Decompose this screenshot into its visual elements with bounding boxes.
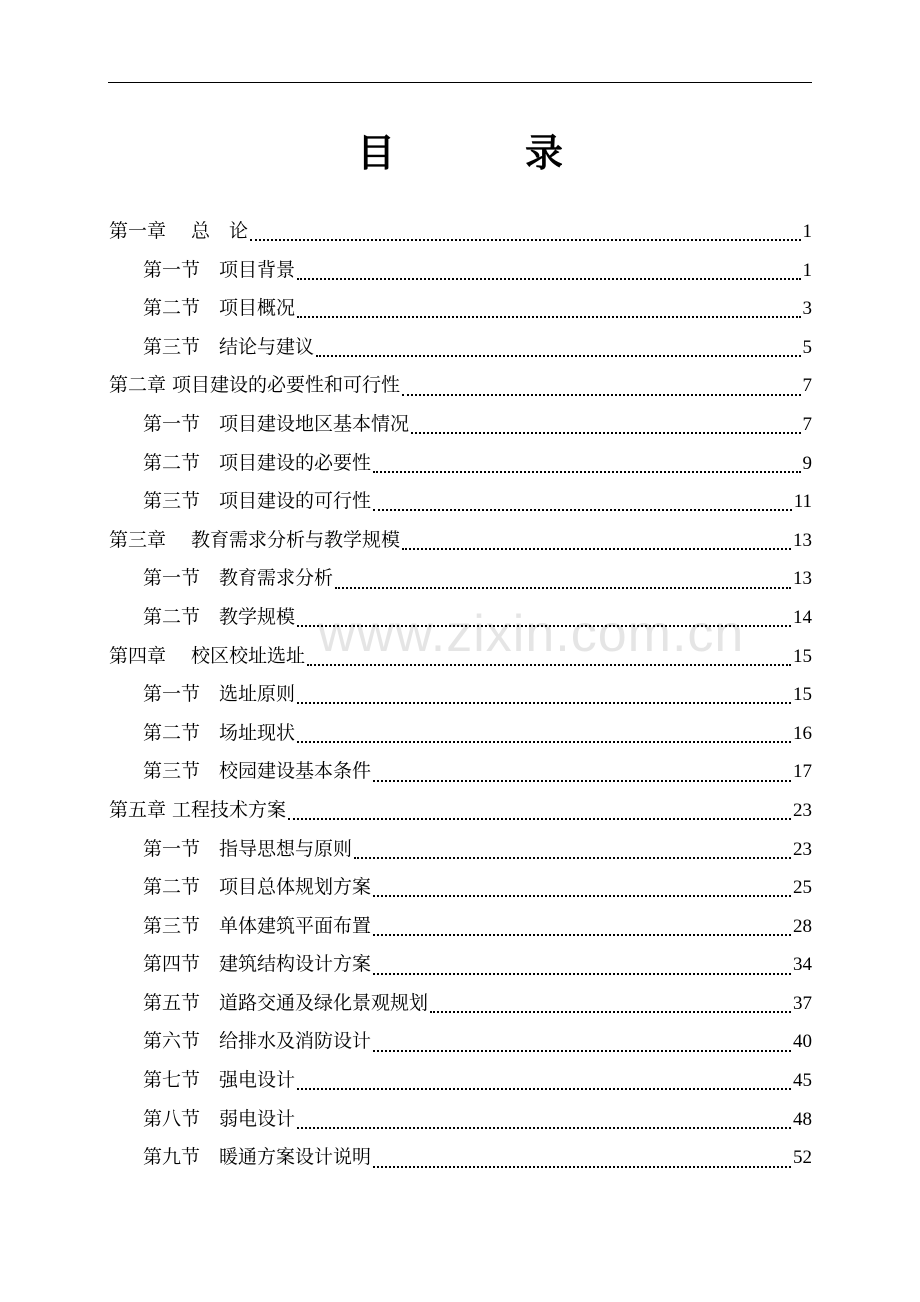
toc-page-number: 5 — [802, 336, 812, 358]
toc-section-entry[interactable] — [109, 482, 812, 521]
toc-dot-leader — [402, 394, 800, 396]
toc-dot-leader — [307, 664, 791, 666]
toc-entry-label: 第三章 教育需求分析与教学规模 — [109, 528, 401, 551]
toc-entry-label: 第五节 道路交通及绿化景观规划 — [143, 991, 429, 1014]
toc-dot-leader — [373, 934, 791, 936]
toc-page-number: 23 — [793, 799, 812, 821]
toc-page-number: 3 — [802, 298, 812, 320]
toc-entry-label: 第一节 项目建设地区基本情况 — [143, 412, 410, 435]
toc-section-entry[interactable] — [109, 752, 812, 791]
toc-page-number: 9 — [802, 452, 812, 474]
toc-dot-leader — [430, 1011, 791, 1013]
toc-dot-leader — [297, 702, 791, 704]
toc-section-entry[interactable] — [109, 1100, 812, 1139]
toc-entry-label: 第八节 弱电设计 — [143, 1107, 296, 1130]
toc-section-entry[interactable] — [109, 1138, 812, 1177]
toc-page-number: 48 — [793, 1108, 812, 1130]
toc-entry-label: 第二节 项目总体规划方案 — [143, 876, 372, 899]
toc-entry-label: 第三节 校园建设基本条件 — [143, 760, 372, 783]
toc-entry-label: 第一章 总 论 — [109, 220, 249, 242]
header-rule — [108, 82, 812, 83]
toc-entry-label: 第一节 教育需求分析 — [143, 567, 334, 590]
toc-dot-leader — [373, 780, 791, 782]
toc-page-number: 17 — [793, 761, 812, 783]
toc-section-entry[interactable] — [109, 945, 812, 984]
toc-dot-leader — [297, 625, 791, 627]
toc-entry-label: 第二节 项目概况 — [143, 297, 296, 320]
toc-dot-leader — [411, 432, 800, 434]
toc-dot-leader — [250, 239, 800, 241]
toc-entry-label: 第七节 强电设计 — [143, 1069, 296, 1092]
toc-section-entry[interactable] — [109, 328, 812, 367]
toc-entry-label: 第一节 项目背景 — [143, 258, 296, 281]
toc-page-number: 45 — [793, 1070, 812, 1092]
toc-entry-label: 第五章 工程技术方案 — [109, 798, 287, 821]
toc-dot-leader — [354, 857, 791, 859]
toc-section-entry[interactable] — [109, 289, 812, 328]
toc-dot-leader — [373, 471, 800, 473]
toc-section-entry[interactable] — [109, 984, 812, 1023]
toc-chapter-entry[interactable] — [109, 791, 812, 830]
toc-page-number: 15 — [793, 645, 812, 667]
toc-entry-label: 第一节 指导思想与原则 — [143, 837, 353, 860]
toc-entry-label: 第三节 项目建设的可行性 — [143, 490, 372, 513]
toc-dot-leader — [297, 741, 791, 743]
toc-section-entry[interactable] — [109, 559, 812, 598]
toc-chapter-entry[interactable] — [109, 521, 812, 560]
toc-dot-leader — [335, 587, 791, 589]
toc-page-number: 34 — [793, 954, 812, 976]
toc-entry-label: 第六节 给排水及消防设计 — [143, 1030, 372, 1053]
toc-page-number: 7 — [802, 413, 812, 435]
toc-section-entry[interactable] — [109, 444, 812, 483]
toc-page-number: 16 — [793, 722, 812, 744]
toc-entry-label: 第四节 建筑结构设计方案 — [143, 953, 372, 976]
toc-section-entry[interactable] — [109, 598, 812, 637]
toc-dot-leader — [288, 818, 791, 820]
toc-dot-leader — [316, 355, 800, 357]
toc-section-entry[interactable] — [109, 251, 812, 290]
watermark: www.zixin.com.cn — [318, 605, 745, 663]
toc-section-entry[interactable] — [109, 907, 812, 946]
toc-chapter-entry[interactable] — [109, 637, 812, 676]
page-title: 目 录 — [356, 131, 609, 175]
toc-page-number: 1 — [802, 221, 812, 242]
toc-page-number: 1 — [802, 259, 812, 281]
toc-entry-label: 第二节 教学规模 — [143, 605, 296, 628]
toc-section-entry[interactable] — [109, 868, 812, 907]
toc-page-number: 52 — [793, 1147, 812, 1169]
toc-entry-label: 第四章 校区校址选址 — [109, 644, 306, 667]
toc-entry-label: 第二节 项目建设的必要性 — [143, 451, 372, 474]
toc-dot-leader — [373, 895, 791, 897]
toc-dot-leader — [297, 1088, 791, 1090]
toc-section-entry[interactable] — [109, 714, 812, 753]
toc-page-number: 25 — [793, 877, 812, 899]
toc-dot-leader — [297, 1127, 791, 1129]
toc-entry-label: 第九节 暖通方案设计说明 — [143, 1146, 372, 1169]
toc-section-entry[interactable] — [109, 830, 812, 869]
toc-page-number: 40 — [793, 1031, 812, 1053]
toc-entry-label: 第二节 场址现状 — [143, 721, 296, 744]
toc-page-number: 28 — [793, 915, 812, 937]
toc-dot-leader — [297, 316, 800, 318]
toc-section-entry[interactable] — [109, 1022, 812, 1061]
toc-page-number: 13 — [793, 568, 812, 590]
toc-dot-leader — [402, 548, 791, 550]
toc-entry-label: 第三节 结论与建议 — [143, 335, 315, 358]
toc-chapter-entry[interactable] — [109, 212, 812, 251]
toc-page-number: 7 — [802, 375, 812, 397]
toc-dot-leader — [373, 1050, 791, 1052]
toc-dot-leader — [373, 973, 791, 975]
table-of-contents — [109, 212, 812, 1177]
toc-section-entry[interactable] — [109, 1061, 812, 1100]
toc-section-entry[interactable] — [109, 405, 812, 444]
toc-page-number: 23 — [793, 838, 812, 860]
toc-dot-leader — [297, 278, 800, 280]
toc-page-number: 15 — [793, 684, 812, 706]
toc-page-number: 14 — [793, 606, 812, 628]
toc-section-entry[interactable] — [109, 675, 812, 714]
toc-page-number: 37 — [793, 992, 812, 1014]
toc-page-number: 13 — [793, 529, 812, 551]
toc-page-number: 11 — [793, 491, 812, 513]
toc-entry-label: 第一节 选址原则 — [143, 683, 296, 706]
toc-entry-label: 第二章 项目建设的必要性和可行性 — [109, 374, 401, 397]
toc-dot-leader — [373, 509, 792, 511]
toc-entry-label: 第三节 单体建筑平面布置 — [143, 914, 372, 937]
toc-dot-leader — [373, 1166, 791, 1168]
toc-chapter-entry[interactable] — [109, 366, 812, 405]
